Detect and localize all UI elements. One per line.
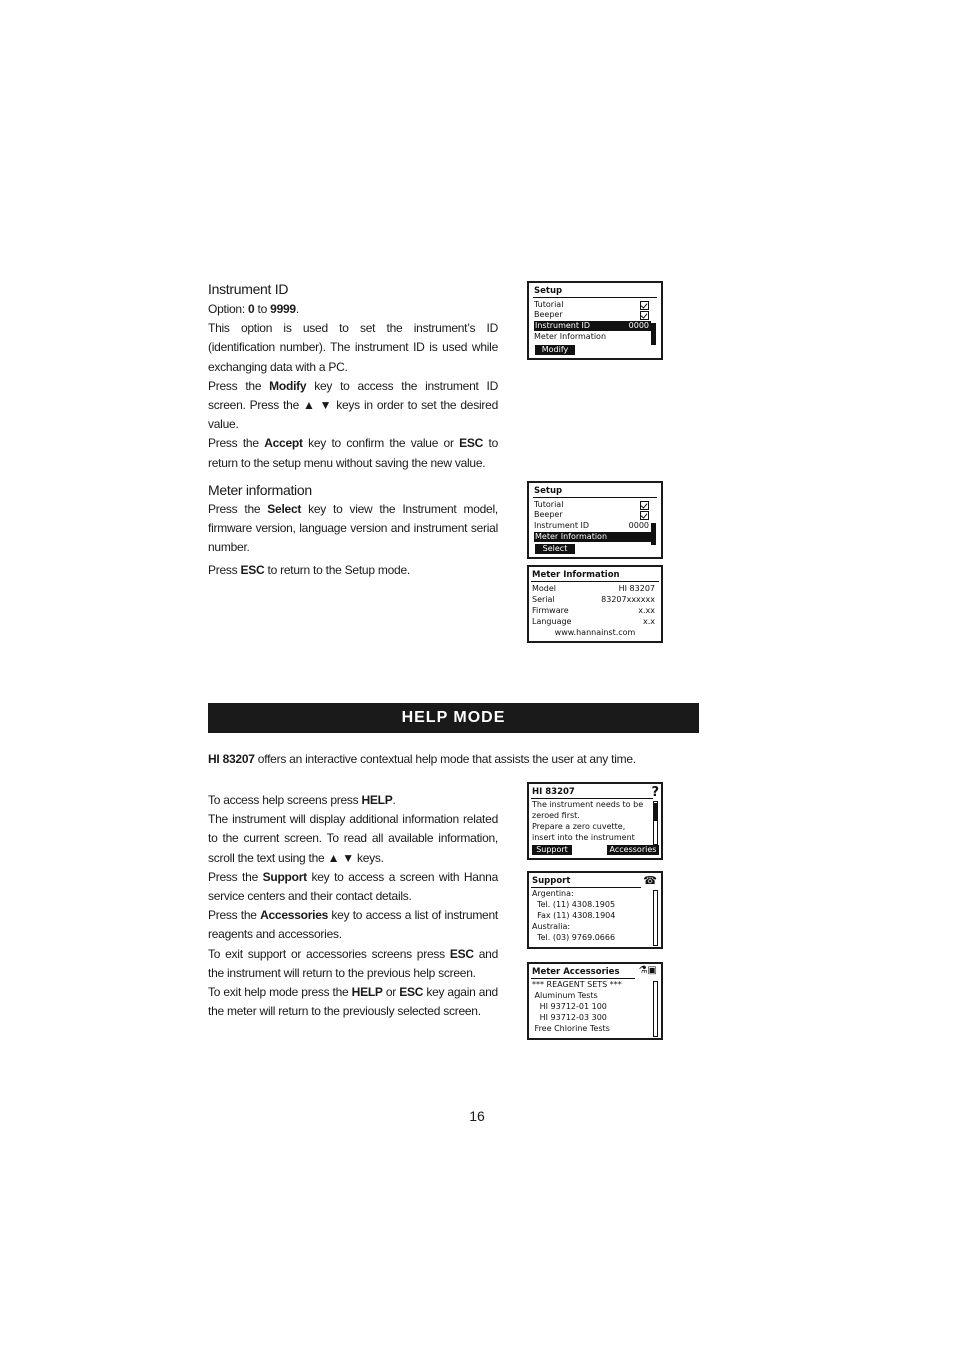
- setup-screen-modify: [527, 281, 663, 360]
- support-line: Tel. (03) 9769.0666: [532, 933, 616, 942]
- accessories-screen: [527, 962, 663, 1040]
- scrollbar-thumb: [653, 803, 658, 821]
- serial-row: Serial 83207xxxxxx: [532, 595, 655, 604]
- meter-info-heading: Meter information: [208, 482, 312, 498]
- divider: [533, 297, 657, 298]
- telephone-icon: ☎: [643, 874, 657, 887]
- row-beeper: Beeper: [534, 510, 563, 519]
- screen-title: Setup: [534, 286, 563, 296]
- help-access: To access help screens press HELP.: [208, 793, 396, 807]
- option-line: Option: 0 to 9999.: [208, 302, 299, 316]
- softkey-support: Support: [532, 845, 572, 855]
- row-tutorial: Tutorial: [534, 500, 564, 509]
- scrollbar: [653, 981, 658, 1037]
- help-support: Press the Support key to access a screen with Hanna service centers and their contact details.: [208, 869, 498, 904]
- accessories-line: HI 93712-03 300: [532, 1013, 607, 1022]
- setup-screen-select: [527, 481, 663, 559]
- support-line: Fax (11) 4308.1904: [532, 911, 616, 920]
- instrument-id-value: 0000: [628, 321, 649, 330]
- accessories-line: Aluminum Tests: [532, 991, 598, 1000]
- screen-title: Meter Accessories: [532, 967, 620, 977]
- divider: [531, 581, 659, 582]
- instrument-id-heading: Instrument ID: [208, 281, 289, 297]
- modify-instructions: Press the Modify key to access the instrument ID screen. Press the ▲ ▼ keys in order to set the desired value.: [208, 378, 498, 432]
- meter-info-text: [208, 500, 498, 580]
- row-tutorial: Tutorial: [534, 300, 564, 309]
- scrollbar: [651, 523, 656, 545]
- question-mark-icon: ?: [651, 785, 659, 800]
- accessories-line: Free Chlorine Tests: [532, 1024, 610, 1033]
- screen-title: Support: [532, 876, 571, 886]
- arrow-keys-icon: ▲ ▼: [303, 398, 333, 413]
- model-row: Model HI 83207: [532, 584, 655, 593]
- divider: [533, 497, 657, 498]
- help-line: zeroed first.: [532, 811, 580, 820]
- softkey-select: Select: [535, 544, 575, 554]
- softkey-modify: Modify: [535, 345, 575, 355]
- help-mode-intro: HI 83207 offers an interactive contextual help mode that assists the user at any time.: [208, 752, 636, 766]
- row-meter-information: Meter Information: [534, 332, 607, 341]
- row-instrument-id: Instrument ID: [534, 321, 651, 331]
- instrument-id-value: 0000: [628, 521, 649, 530]
- help-screen: [527, 782, 663, 860]
- help-line: Prepare a zero cuvette,: [532, 822, 626, 831]
- instrument-id-desc: This option is used to set the instrument’s ID (identification number). The instrument ID is used while exchanging data with a PC.: [208, 321, 498, 374]
- website-url: www.hannainst.com: [554, 628, 636, 637]
- accessories-line: HI 93712-01 100: [532, 1002, 607, 1011]
- support-line: Tel. (11) 4308.1905: [532, 900, 616, 909]
- help-mode-text: [208, 791, 498, 1021]
- checkbox-icon: [640, 301, 649, 310]
- select-instructions: Press the Select key to view the Instrument model, firmware version, language version and instrument serial number.: [208, 502, 498, 555]
- help-accessories: Press the Accessories key to access a list of instrument reagents and accessories.: [208, 908, 498, 942]
- screen-title: Meter Information: [532, 570, 620, 580]
- softkey-accessories: Accessories: [607, 845, 659, 855]
- esc-instructions: Press ESC to return to the Setup mode.: [208, 562, 410, 577]
- checkbox-icon: [640, 311, 649, 320]
- scrollbar: [651, 323, 656, 345]
- screen-title: HI 83207: [532, 787, 575, 797]
- help-scroll: The instrument will display additional information related to the current screen. To read all available information, scroll the text using the ▲ ▼ keys.: [208, 812, 498, 865]
- checkbox-icon: [640, 511, 649, 520]
- divider: [531, 978, 635, 979]
- accept-instructions: Press the Accept key to confirm the value or ESC to return to the setup menu without saving the new value.: [208, 436, 498, 470]
- help-mode-banner: HELP MODE: [208, 703, 699, 733]
- help-line: insert into the instrument: [532, 833, 635, 842]
- language-row: Language x.x: [532, 617, 655, 626]
- support-line: Australia:: [532, 922, 571, 931]
- scrollbar: [653, 890, 658, 946]
- screen-title: Setup: [534, 486, 563, 496]
- row-beeper: Beeper: [534, 310, 563, 319]
- divider: [531, 798, 653, 799]
- support-line: Argentina:: [532, 889, 574, 898]
- checkbox-icon: [640, 501, 649, 510]
- firmware-row: Firmware x.xx: [532, 606, 655, 615]
- page-number: 16: [469, 1108, 485, 1124]
- instrument-id-text: [208, 300, 498, 473]
- flask-icon: ⚗▣: [638, 965, 657, 976]
- help-exit-screens: To exit support or accessories screens press ESC and the instrument will return to the previous help screen.: [208, 946, 498, 980]
- arrow-keys-icon: ▲ ▼: [327, 850, 354, 865]
- support-screen: [527, 871, 663, 949]
- row-meter-information: Meter Information: [534, 532, 651, 542]
- help-line: The instrument needs to be: [532, 800, 644, 809]
- row-instrument-id: Instrument ID: [534, 521, 590, 530]
- accessories-line: *** REAGENT SETS ***: [532, 980, 622, 989]
- divider: [531, 887, 641, 888]
- help-exit-mode: To exit help mode press the HELP or ESC key again and the meter will return to the previously selected screen.: [208, 985, 498, 1019]
- meter-information-screen: [527, 565, 663, 643]
